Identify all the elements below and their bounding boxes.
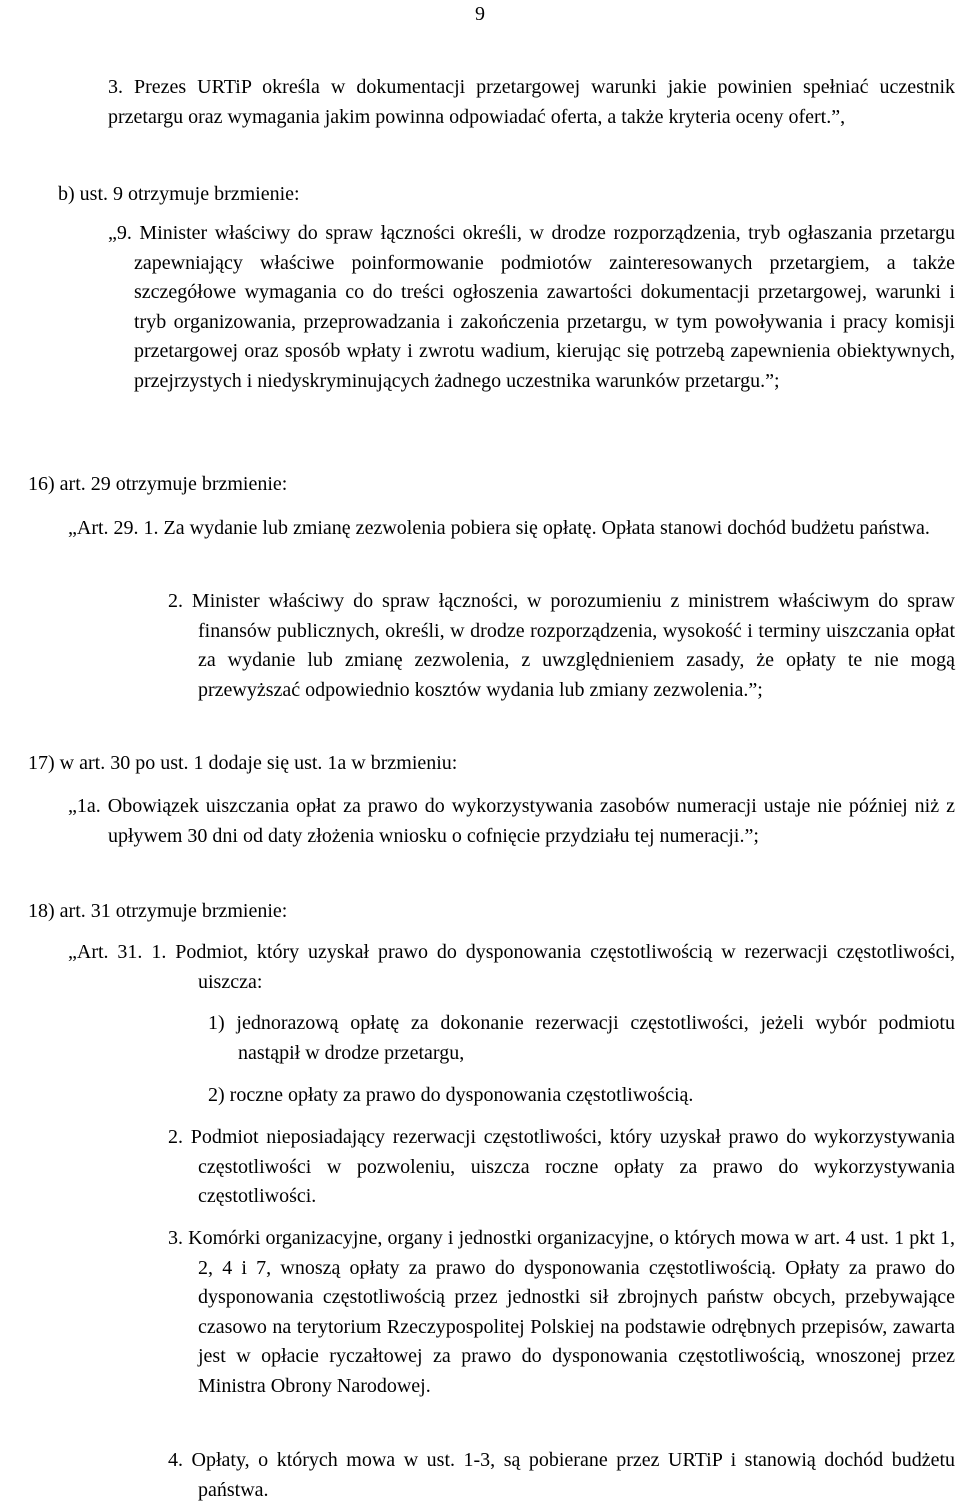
article-29-ust1	[68, 514, 955, 544]
paragraph-ust9: „9. Minister właściwy do spraw łączności określi, w drodze rozporządzenia, tryb ogłaszania przetargu zapewniający właściwe poinformowanie podmiotów zainteresowanych przetargiem, a także szczegółowe wymagania co do treści ogłoszenia zawartości dokumentacji przetargowej, warunki i tryb organizowania, przeprowadzania i zakończenia przetargu, w tym powoływania i pracy komisji przetargowej oraz sposób wpłaty i zwrotu wadium, kierując się potrzebą zapewnienia obiektywnych, przejrzystych i niedyskryminujących żadnego uczestnika warunków przetargu.”;	[108, 222, 955, 392]
paragraph-ust3: 3. Prezes URTiP określa w dokumentacji przetargowej warunki jakie powinien spełniać uczestnik przetargu oraz wymagania jakim powinna odpowiadać oferta, a także kryteria oceny ofert.”,	[108, 76, 955, 128]
item-pt16: 16) art. 29 otrzymuje brzmienie:	[28, 473, 288, 495]
paragraph-ust1a: „1a. Obowiązek uiszczania opłat za prawo do wykorzystywania zasobów numeracji ustaje nie później niż z upływem 30 dni od daty złożenia wniosku o cofnięcie przydziału tej numeracji.”;	[68, 795, 955, 847]
item-pt17: 17) w art. 30 po ust. 1 dodaje się ust. 1a w brzmieniu:	[28, 752, 458, 774]
item-pt18: 18) art. 31 otrzymuje brzmienie:	[28, 900, 288, 922]
article-31-ust2: 2. Podmiot nieposiadający rezerwacji częstotliwości, który uzyskał prawo do wykorzystywania częstotliwości w pozwoleniu, uiszcza roczne opłaty za prawo do wykorzystywania częstotliwości.	[168, 1126, 955, 1207]
article-31-pkt1: 1) jednorazową opłatę za dokonanie rezerwacji częstotliwości, jeżeli wybór podmiotu nastąpił w drodze przetargu,	[208, 1012, 955, 1064]
item-b-ust9: b) ust. 9 otrzymuje brzmienie:	[58, 183, 300, 205]
article-29-ust2: 2. Minister właściwy do spraw łączności, w porozumieniu z ministrem właściwym do spraw finansów publicznych, określi, w drodze rozporządzenia, wysokość i terminy uiszczania opłat za wydanie lub zmianę zezwolenia, z uwzględnieniem zasady, że opłaty te nie mogą przewyższać odpowiednio kosztów wydania lub zmiany zezwolenia.”;	[168, 590, 955, 701]
article-31-ust3: 3. Komórki organizacyjne, organy i jednostki organizacyjne, o których mowa w art. 4 ust. 1 pkt 1, 2, 4 i 7, wnoszą opłaty za prawo do dysponowania częstotliwością. Opłaty za prawo do dysponowania częstotliwością przez jednostki sił zbrojnych państw obcych, przebywające czasowo na terytorium Rzeczypospolitej Polskiej na podstawie odrębnych przepisów, zawarta jest w opłacie ryczałtowej za prawo do dysponowania częstotliwością, wnoszonej przez Ministra Obrony Narodowej.	[168, 1227, 955, 1397]
page-number: 9	[475, 3, 485, 25]
article-31-pkt2: 2) roczne opłaty za prawo do dysponowania częstotliwością.	[208, 1084, 694, 1106]
article-31-ust1: „Art. 31. 1. Podmiot, który uzyskał prawo do dysponowania częstotliwością w rezerwacji częstotliwości, uiszcza:	[68, 941, 955, 993]
article-29-ust1-text: „Art. 29. 1. Za wydanie lub zmianę zezwolenia pobiera się opłatę. Opłata stanowi dochód budżetu państwa.	[68, 517, 930, 539]
article-31-ust4: 4. Opłaty, o których mowa w ust. 1-3, są pobierane przez URTiP i stanowią dochód budżetu państwa.	[168, 1449, 955, 1501]
